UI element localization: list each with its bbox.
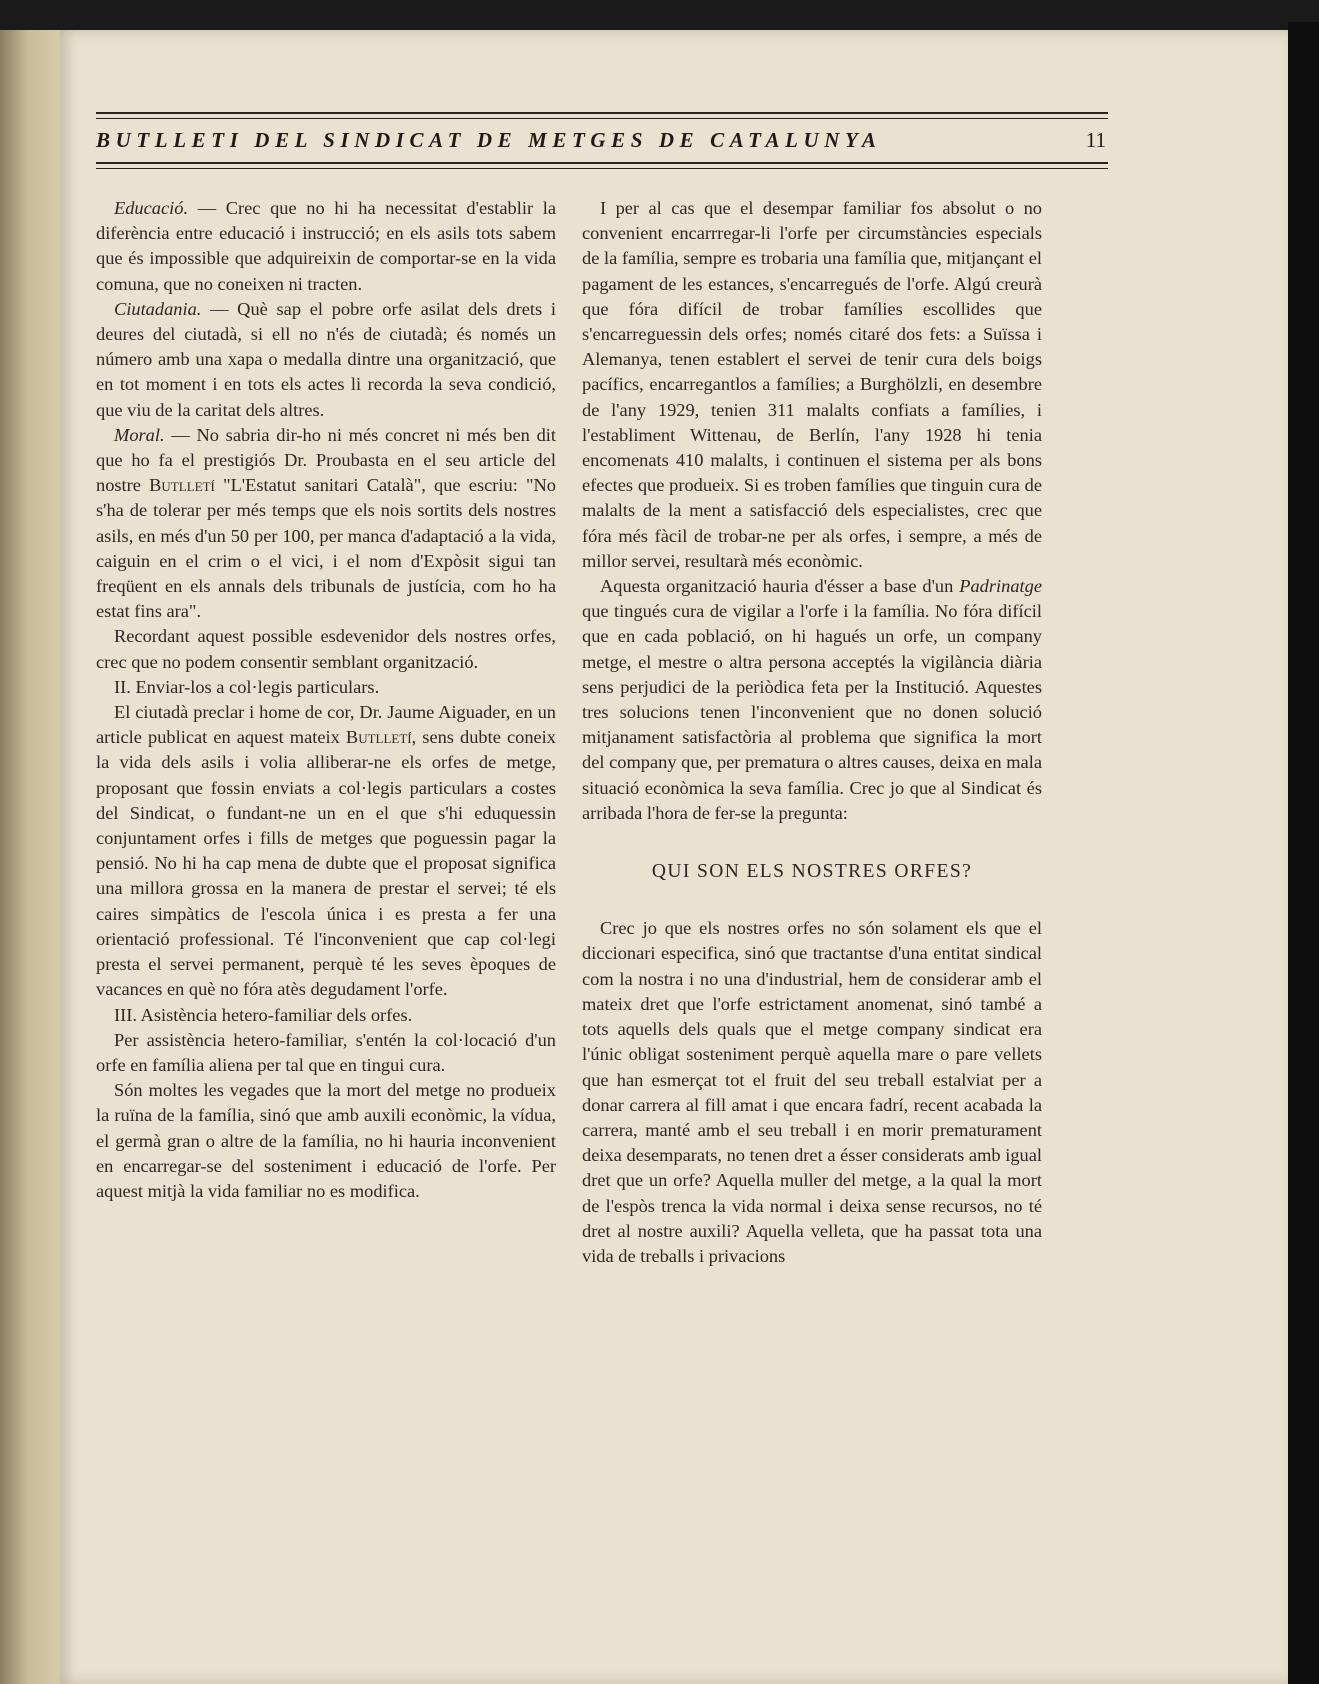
header-rule-bottom-thin [96, 168, 1108, 169]
page-number: 11 [1085, 128, 1106, 152]
paragraph-mort-metge: Són moltes les vegades que la mort del metge no produeix la ruïna de la família, sinó que amb auxili econòmic, la vídua, el germà gran o altre de la família, no hi hauria inconvenient en encarregar-se del sosteniment i educació de l'orfe. Per aquest mitjà la vida familiar no es modifica. [96, 1080, 556, 1201]
section-ii: II. Enviar-los a col·legis particulars. [114, 676, 380, 697]
right-column [582, 196, 1042, 1269]
paragraph-aiguader [96, 700, 556, 1002]
term-educacio: Educació. [114, 198, 189, 218]
paragraph-padrinatge [582, 574, 1042, 826]
paragraph-ciutadania [96, 297, 556, 423]
paragraph-desempar: I per al cas que el desempar familiar fos absolut o no convenient encarrregar-li l'orfe per circumstàncies especials de la família, sempre es trobaria una família que, mitjançant el pagament de les estances, s'encarregués de l'orfe. Algú creurà que fóra difícil de trobar famílies escollides que s'encarreguessin dels orfes; només citaré dos fets: a Suïssa i Alemanya, tenen establert el servei de tenir cura dels boigs pacífics, encarregantlos a famílies; a Burghölzli, en desembre de l'any 1929, tenien 311 malalts confiats a famílies, i l'establiment Wittenau, de Berlín, l'any 1928 hi tenia encomenats 410 malalts, i continuen el sistema per als bons efectes que produeix. Si es troben famílies que tinguin cura de malalts de la ment a satisfacció dels especialistes, crec que fóra més fàcil de trobar-ne per als orfes, i sempre, a més de millor servei, resultarà més econòmic. [582, 198, 1042, 571]
paragraph-recordant: Recordant aquest possible esdevenidor dels nostres orfes, crec que no podem consentir semblant organització. [96, 626, 556, 672]
header-rule-top-thin [96, 118, 1108, 119]
butlleti-reference: Butlletí [149, 475, 215, 496]
header-rule-top [96, 112, 1108, 114]
paragraph-text: — Crec que no hi ha necessitat d'establir la diferència entre educació i instrucció; en els asils tots sabem que és impossible que adquireixin de comportar-se en la vida comuna, que no coneixen ni tracten. [96, 198, 556, 294]
header-rule-bottom [96, 162, 1108, 164]
butlleti-reference: Butlletí [345, 727, 412, 748]
paragraph-educacio [96, 196, 556, 297]
paragraph-moral [96, 423, 556, 625]
paragraph-orfes: Crec jo que els nostres orfes no són solament els que el diccionari especifica, sinó que tractantse d'una entitat sindical com la nostra i no una d'industrial, hem de considerar amb el mateix dret que l'orfe estrictament anomenat, sinó també a tots aquells dels quals que el metge company sindicat era l'únic obligat sosteniment perquè aquella mare o pare vellets que han esmerçat tot el fruit del seu treball estalviat per a donar carrera al fill amat i que encara fadrí, recent acabada la carrera, manté amb el seu treball i en morir prematurament deixa desemparats, no tenen dret a ésser considerats amb igual dret que un orfe? Aquella muller del metge, a la qual la mort de l'espòs trenca la vida normal i deixa sense recursos, no té dret al nostre auxili? Aquella velleta, que ha passat tota una vida de treballs i privacions [582, 918, 1042, 1266]
left-column [96, 196, 556, 1204]
term-ciutadania: Ciutadania. [114, 298, 202, 319]
paragraph-text: — No sabria dir-ho ni més concret ni més ben dit que ho fa el prestigiós Dr. Proubasta en el seu article del nostre [96, 424, 556, 496]
journal-title: BUTLLETI DEL SINDICAT DE METGES DE CATALUNYA [96, 128, 882, 152]
paragraph-text: que tingués cura de vigilar a l'orfe i la família. No fóra difícil que en cada població, on hi hagués un orfe, un company metge, el mestre o altra persona acceptés la vigilància diària sens perjudici de la periòdica feta per la Institució. Aquestes tres solucions tenen l'inconvenient que no donen solució mitjanament satisfactòria al problema que significa la mort del company que, per prematura o altres causes, deixa en mala situació econòmica la seva família. Crec jo que al Sindicat és arribada l'hora de fer-se la pregunta: [582, 601, 1042, 823]
section-heading: QUI SON ELS NOSTRES ORFES? [651, 861, 973, 883]
paragraph-text: "L'Estatut sanitari Català", que escriu: "No s'ha de tolerar per més temps que els nois sortits dels nostres asils, en més d'un 50 per 100, per manca d'adaptació a la vida, caiguin en el crim o el vici, i el nom d'Expòsit sigui tan freqüent en els annals dels tribunals de justícia, com ho ha estat fins ara". [96, 475, 556, 622]
page-edge-dark [1288, 22, 1319, 1684]
section-iii: III. Asistència hetero-familiar dels orfes. [114, 1004, 413, 1025]
paragraph-text: Aquesta organització hauria d'ésser a base d'un [600, 576, 960, 597]
running-header [96, 88, 1108, 176]
paragraph-text: , sens dubte coneix la vida dels asils i volia alliberar-ne els orfes de metge, proposant que fossin enviats a col·legis particulars a costes del Sindicat, o fundant-ne un en el que s'hi eduquessin conjuntament orfes i fills de metges que poguessin pagar la pensió. No hi ha cap mena de dubte que el proposat significa una millora grossa en la manera de prestar el servei; té els caires simpàtics de l'escola única i es presta a fer una orientació professional. Té l'inconvenient que cap col·legi presta el servei permanent, perquè té les seves èpoques de vacances en què no fóra atès degudament l'orfe. [96, 727, 556, 1000]
paragraph-text: — Què sap el pobre orfe asilat dels drets i deures del ciutadà, si ell no n'és de ciutadà; és només un número amb una xapa o medalla dintre una organització, que en tot moment i en tots els actes li recorda la seva condició, que viu de la caritat dels altres. [96, 298, 556, 420]
paragraph-hetero-familiar: Per assistència hetero-familiar, s'entén la col·locació d'un orfe en família aliena per tal que en tingui cura. [96, 1029, 556, 1075]
term-padrinatge: Padrinatge [959, 576, 1042, 597]
paragraph-text: El ciutadà preclar i home de cor, Dr. Jaume Aiguader, en un article publicat en aquest mateix [96, 702, 556, 748]
term-moral: Moral. [114, 424, 165, 445]
